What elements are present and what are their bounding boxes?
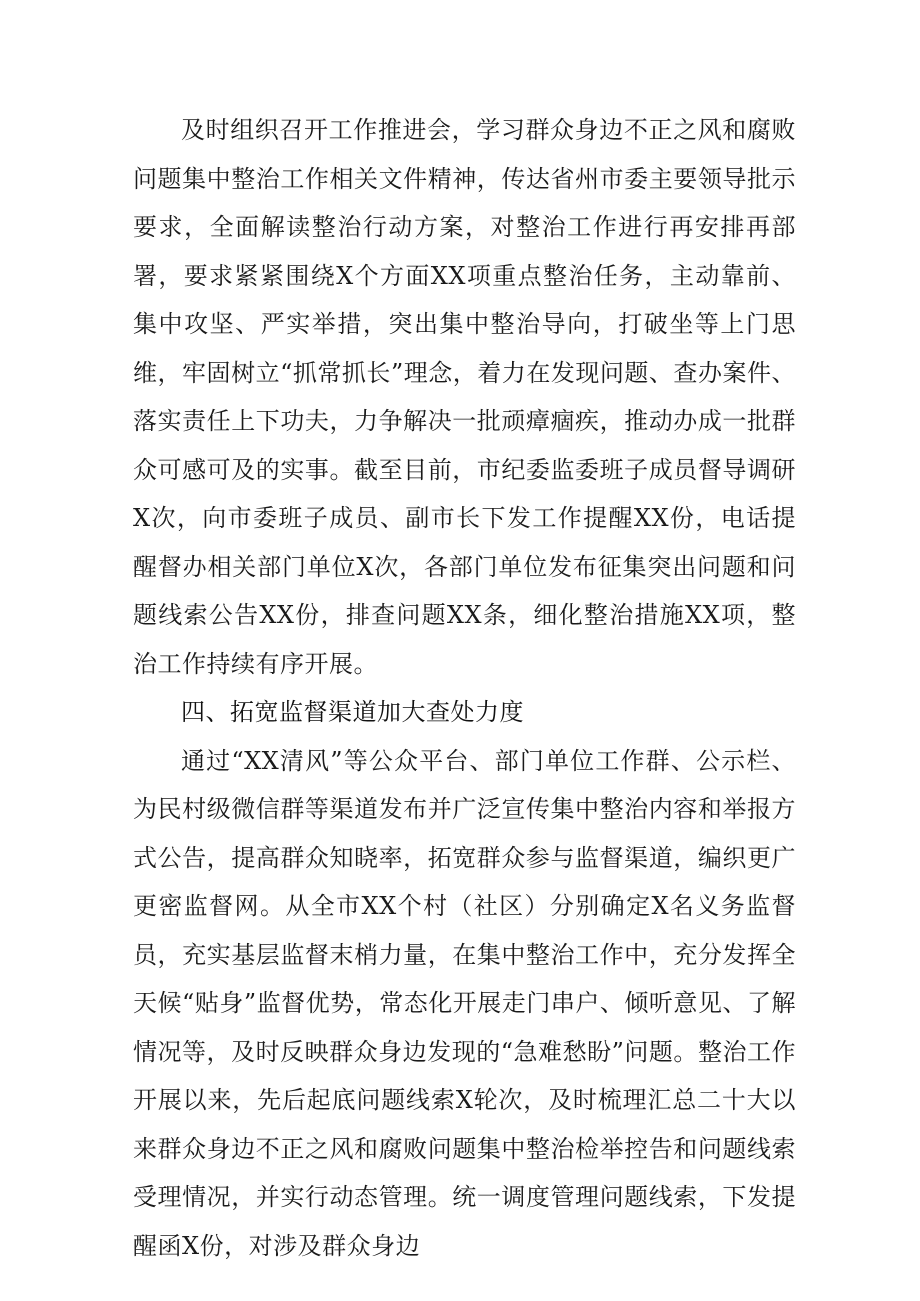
- document-body: [133, 106, 796, 1270]
- section-heading-supervision-channels: 四、拓宽监督渠道加大查处力度: [181, 698, 524, 726]
- paragraph-supervision-channels: 通过“XX清风”等公众平台、部门单位工作群、公示栏、为民村级微信群等渠道发布并广泛宣传集中整治内容和举报方式公告，提高群众知晓率，拓宽群众参与监督渠道，编织更广更密监督网。从全市XX个村（社区）分别确定X名义务监督员，充实基层监督末梢力量，在集中整治工作中，充分发挥全天候“贴身”监督优势，常态化开展走门串户、倾听意见、了解情况等，及时反映群众身边发现的“急难愁盼”问题。整治工作开展以来，先后起底问题线索X轮次，及时梳理汇总二十大以来群众身边不正之风和腐败问题集中整治检举控告和问题线索受理情况，并实行动态管理。统一调度管理问题线索，下发提醒函X份，对涉及群众身边: [133, 746, 796, 1260]
- paragraph-meeting-progress: 及时组织召开工作推进会，学习群众身边不正之风和腐败问题集中整治工作相关文件精神，传达省州市委主要领导批示要求，全面解读整治行动方案，对整治工作进行再安排再部署，要求紧紧围绕X个方面XX项重点整治任务，主动靠前、集中攻坚、严实举措，突出集中整治导向，打破坐等上门思维，牢固树立“抓常抓长”理念，着力在发现问题、查办案件、落实责任上下功夫，力争解决一批顽瘴痼疾，推动办成一批群众可感可及的实事。截至目前，市纪委监委班子成员督导调研X次，向市委班子成员、副市长下发工作提醒XX份，电话提醒督办相关部门单位X次，各部门单位发布征集突出问题和问题线索公告XX份，排查问题XX条，细化整治措施XX项，整治工作持续有序开展。: [133, 116, 796, 678]
